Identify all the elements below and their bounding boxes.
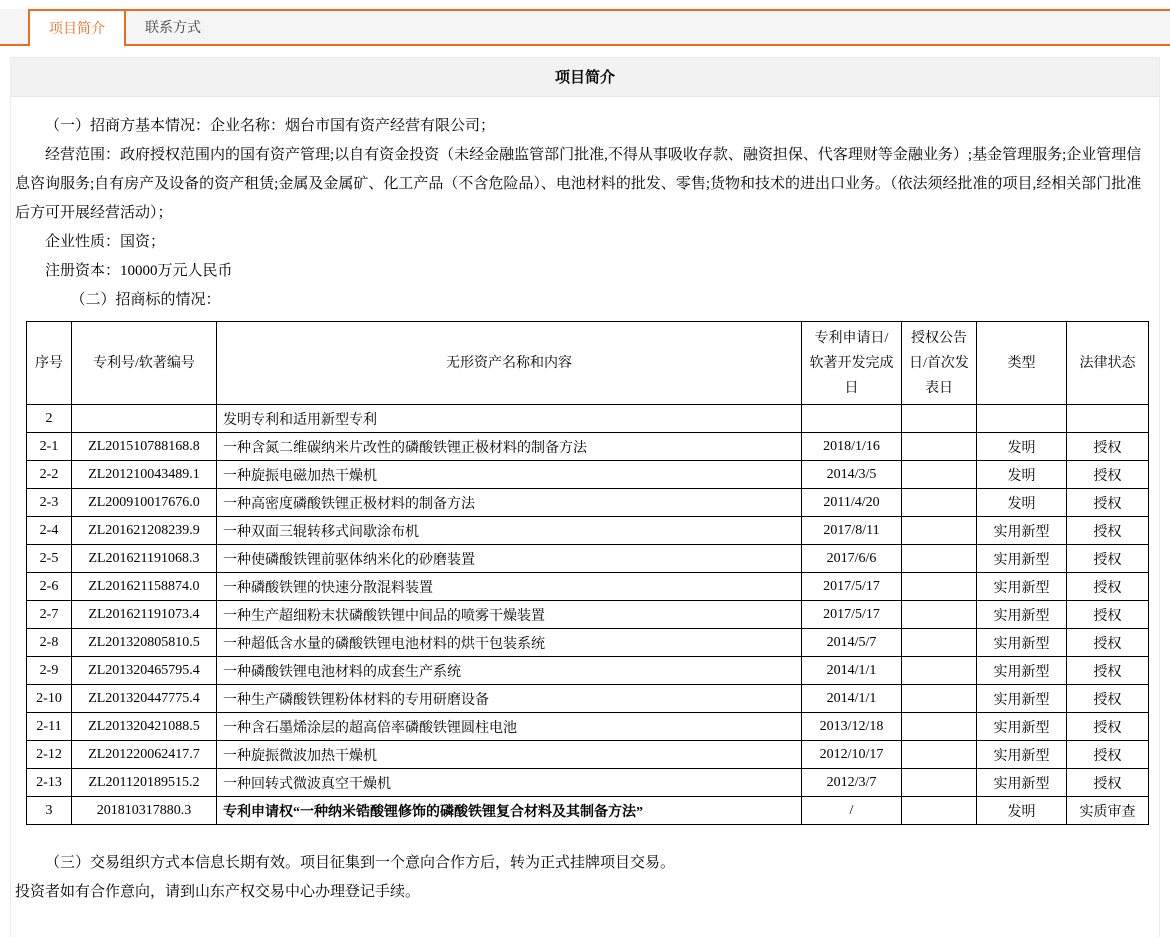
table-cell: 2017/8/11 [802, 517, 902, 545]
table-cell: 2 [27, 405, 72, 433]
table-cell: 2-4 [27, 517, 72, 545]
table-cell: 发明专利和适用新型专利 [217, 405, 802, 433]
section-title: 项目简介 [11, 58, 1159, 97]
table-cell [902, 489, 977, 517]
table-cell: 实用新型 [977, 713, 1067, 741]
table-cell: 授权 [1067, 433, 1149, 461]
table-cell: 201810317880.3 [72, 797, 217, 825]
table-cell: 2017/5/17 [802, 601, 902, 629]
table-row [27, 797, 1149, 825]
table-cell: ZL201120189515.2 [72, 769, 217, 797]
table-cell: 2013/12/18 [802, 713, 902, 741]
table-cell [802, 405, 902, 433]
table-cell [902, 741, 977, 769]
table-row [27, 601, 1149, 629]
table-header-cell: 专利申请日/软著开发完成日 [802, 322, 902, 405]
table-cell: 授权 [1067, 741, 1149, 769]
table-cell: ZL201320421088.5 [72, 713, 217, 741]
table-cell: 授权 [1067, 545, 1149, 573]
table-cell: 2-12 [27, 741, 72, 769]
table-cell: 2012/10/17 [802, 741, 902, 769]
table-cell: 一种生产磷酸铁锂粉体材料的专用研磨设备 [217, 685, 802, 713]
table-cell: 2-6 [27, 573, 72, 601]
table-cell: 2-13 [27, 769, 72, 797]
table-row [27, 769, 1149, 797]
table-cell: ZL201210043489.1 [72, 461, 217, 489]
table-cell: 授权 [1067, 489, 1149, 517]
table-cell [902, 433, 977, 461]
table-cell: 授权 [1067, 461, 1149, 489]
table-cell: 授权 [1067, 713, 1149, 741]
table-cell: 一种高密度磷酸铁锂正极材料的制备方法 [217, 489, 802, 517]
table-cell: ZL201621191068.3 [72, 545, 217, 573]
table-cell [902, 713, 977, 741]
table-cell [1067, 405, 1149, 433]
table-cell: 一种含氮二维碳纳米片改性的磷酸铁锂正极材料的制备方法 [217, 433, 802, 461]
table-cell: ZL201621208239.9 [72, 517, 217, 545]
table-cell [902, 545, 977, 573]
table-cell: 2011/4/20 [802, 489, 902, 517]
table-cell: 一种回转式微波真空干燥机 [217, 769, 802, 797]
table-cell: 2014/3/5 [802, 461, 902, 489]
table-cell: 2-2 [27, 461, 72, 489]
table-cell [902, 657, 977, 685]
table-cell: 授权 [1067, 573, 1149, 601]
table-cell: 一种双面三辊转移式间歇涂布机 [217, 517, 802, 545]
footer-paragraph-trade: （三）交易组织方式本信息长期有效。项目征集到一个意向合作方后，转为正式挂牌项目交易。 [45, 855, 676, 871]
table-cell: ZL200910017676.0 [72, 489, 217, 517]
table-cell: 2014/1/1 [802, 657, 902, 685]
table-cell: 2012/3/7 [802, 769, 902, 797]
table-header-cell: 无形资产名称和内容 [217, 322, 802, 405]
table-cell: 授权 [1067, 601, 1149, 629]
table-cell: ZL201510788168.8 [72, 433, 217, 461]
tab-project-intro[interactable]: 项目简介 [28, 9, 126, 46]
table-cell: 2014/5/7 [802, 629, 902, 657]
table-cell: ZL201621158874.0 [72, 573, 217, 601]
intro-paragraph-nature: 企业性质：国资； [45, 234, 166, 250]
table-row [27, 685, 1149, 713]
table-cell: ZL201220062417.7 [72, 741, 217, 769]
table-row [27, 461, 1149, 489]
table-header-cell: 法律状态 [1067, 322, 1149, 405]
table-cell: 实用新型 [977, 601, 1067, 629]
table-cell: 授权 [1067, 769, 1149, 797]
table-cell: 实质审查 [1067, 797, 1149, 825]
table-cell [902, 405, 977, 433]
footer-block [15, 849, 1155, 907]
table-cell: 2-10 [27, 685, 72, 713]
footer-paragraph-register: 投资者如有合作意向，请到山东产权交易中心办理登记手续。 [15, 884, 421, 900]
table-cell: 2-7 [27, 601, 72, 629]
table-header-cell: 授权公告日/首次发表日 [902, 322, 977, 405]
table-cell: 授权 [1067, 657, 1149, 685]
table-cell: ZL201621191073.4 [72, 601, 217, 629]
table-cell: ZL201320465795.4 [72, 657, 217, 685]
table-cell: 2017/5/17 [802, 573, 902, 601]
table-cell: 授权 [1067, 629, 1149, 657]
table-cell: 实用新型 [977, 769, 1067, 797]
table-row [27, 405, 1149, 433]
table-cell: 发明 [977, 461, 1067, 489]
table-cell: 2014/1/1 [802, 685, 902, 713]
table-cell [902, 685, 977, 713]
table-cell: 发明 [977, 489, 1067, 517]
table-cell: 实用新型 [977, 517, 1067, 545]
table-cell: 2-5 [27, 545, 72, 573]
tab-list [28, 9, 220, 46]
table-row [27, 489, 1149, 517]
table-cell: 一种生产超细粉末状磷酸铁锂中间品的喷雾干燥装置 [217, 601, 802, 629]
table-cell: 一种超低含水量的磷酸铁锂电池材料的烘干包装系统 [217, 629, 802, 657]
assets-table-body [27, 405, 1149, 825]
table-cell: 一种旋振微波加热干燥机 [217, 741, 802, 769]
table-header-row [27, 322, 1149, 405]
table-cell: 实用新型 [977, 545, 1067, 573]
table-header-cell: 类型 [977, 322, 1067, 405]
table-cell: 2-11 [27, 713, 72, 741]
project-intro-panel [10, 57, 1160, 937]
table-row [27, 573, 1149, 601]
intro-paragraph-scope: 经营范围：政府授权范围内的国有资产管理;以自有资金投资（未经金融监管部门批准,不得从事吸收存款、融资担保、代客理财等金融业务）;基金管理服务;企业管理信息咨询服务;自有房产及设备的资产租赁;金属及金属矿、化工产品（不含危险品）、电池材料的批发、零售;货物和技术的进出口业务。（依法须经批准的项目,经相关部门批准后方可开展经营活动）； [15, 147, 1142, 221]
table-cell: 实用新型 [977, 573, 1067, 601]
table-cell: ZL201320805810.5 [72, 629, 217, 657]
table-header-cell: 专利号/软著编号 [72, 322, 217, 405]
table-cell: 2017/6/6 [802, 545, 902, 573]
intro-paragraph-company: （一）招商方基本情况：企业名称：烟台市国有资产经营有限公司； [45, 118, 496, 134]
table-row [27, 657, 1149, 685]
table-row [27, 741, 1149, 769]
table-cell: 实用新型 [977, 629, 1067, 657]
table-row [27, 545, 1149, 573]
table-cell: 一种磷酸铁锂电池材料的成套生产系统 [217, 657, 802, 685]
table-cell: 授权 [1067, 517, 1149, 545]
table-header-cell: 序号 [27, 322, 72, 405]
table-cell: 实用新型 [977, 685, 1067, 713]
table-cell: 2-1 [27, 433, 72, 461]
panel-body [11, 97, 1159, 937]
table-cell: ZL201320447775.4 [72, 685, 217, 713]
table-row [27, 629, 1149, 657]
table-cell [902, 601, 977, 629]
table-cell: 发明 [977, 797, 1067, 825]
table-cell: 2-9 [27, 657, 72, 685]
table-cell: 实用新型 [977, 741, 1067, 769]
tab-bar [0, 9, 1170, 46]
table-cell [902, 461, 977, 489]
table-cell: 一种旋振电磁加热干燥机 [217, 461, 802, 489]
table-cell: 发明 [977, 433, 1067, 461]
table-row [27, 433, 1149, 461]
table-cell: 专利申请权“一种纳米锆酸锂修饰的磷酸铁锂复合材料及其制备方法” [217, 797, 802, 825]
table-cell [72, 405, 217, 433]
table-cell [902, 629, 977, 657]
table-cell: 2-3 [27, 489, 72, 517]
table-cell: 2-8 [27, 629, 72, 657]
tab-contact-info[interactable]: 联系方式 [145, 19, 201, 35]
table-cell: 实用新型 [977, 657, 1067, 685]
table-cell: 一种含石墨烯涂层的超高倍率磷酸铁锂圆柱电池 [217, 713, 802, 741]
intro-paragraph-capital: 注册资本：10000万元人民币 [45, 263, 233, 279]
table-row [27, 713, 1149, 741]
assets-table-head [27, 322, 1149, 405]
table-cell [902, 769, 977, 797]
table-row [27, 517, 1149, 545]
table-cell: 一种使磷酸铁锂前驱体纳米化的砂磨装置 [217, 545, 802, 573]
table-cell: 一种磷酸铁锂的快速分散混料装置 [217, 573, 802, 601]
table-cell [977, 405, 1067, 433]
table-cell: 授权 [1067, 685, 1149, 713]
intro-paragraph-targets: （二）招商标的情况： [70, 292, 221, 308]
table-cell [902, 517, 977, 545]
table-cell [902, 573, 977, 601]
table-cell [902, 797, 977, 825]
assets-table [26, 321, 1149, 825]
table-cell: 2018/1/16 [802, 433, 902, 461]
table-cell: / [802, 797, 902, 825]
table-cell: 3 [27, 797, 72, 825]
